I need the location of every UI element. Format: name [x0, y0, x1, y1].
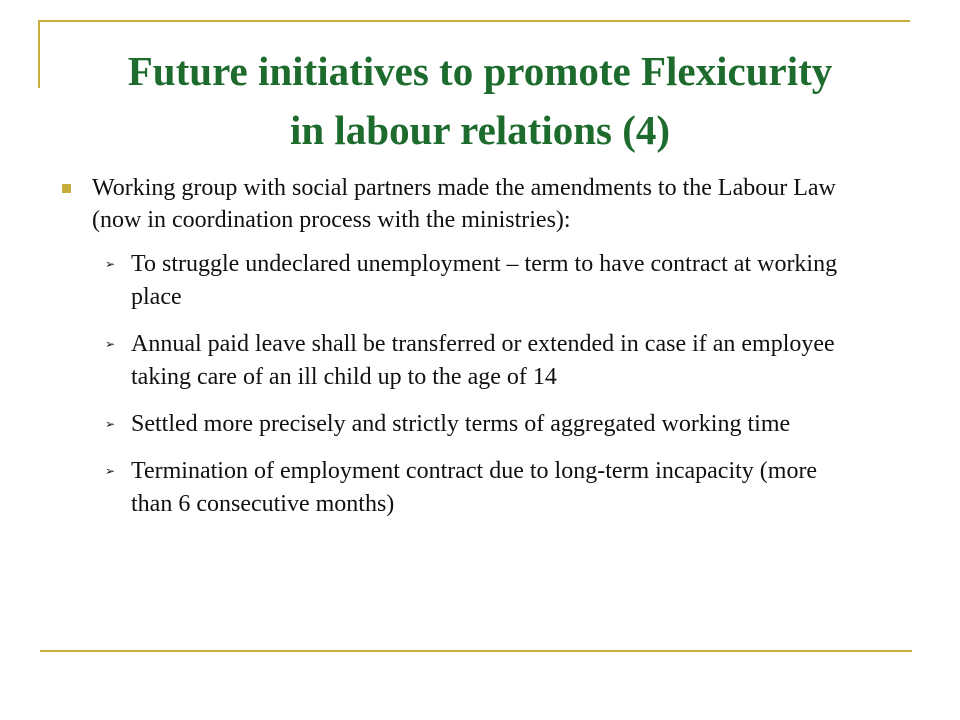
top-decorative-rule: [40, 20, 910, 22]
left-decorative-rule: [38, 20, 40, 88]
arrowhead-bullet-icon: ➢: [105, 257, 116, 271]
main-bullet-item: [58, 172, 858, 236]
sub-bullet-item: [58, 328, 858, 394]
sub-bullet-text: To struggle undeclared unemployment – term to have contract at working place: [131, 251, 838, 310]
slide-title: [50, 42, 910, 160]
sub-bullet-text: Annual paid leave shall be transferred or extended in case if an employee taking care of an ill child up to the age of 14: [131, 331, 835, 390]
square-bullet-icon: [62, 184, 71, 193]
title-line-1: Future initiatives to promote Flexicurity: [127, 48, 833, 94]
sub-bullet-item: [58, 408, 858, 441]
arrowhead-bullet-icon: ➢: [105, 417, 116, 431]
sub-bullet-text: Settled more precisely and strictly terms of aggregated working time: [131, 411, 791, 437]
sub-bullet-item: [58, 248, 858, 314]
sub-bullet-text: Termination of employment contract due to long-term incapacity (more than 6 consecutive months): [131, 458, 818, 517]
slide-body: [58, 172, 858, 535]
bottom-decorative-rule: [40, 650, 912, 652]
arrowhead-bullet-icon: ➢: [105, 337, 116, 351]
sub-bullet-list: [58, 248, 858, 521]
title-line-2: in labour relations (4): [289, 107, 671, 153]
sub-bullet-item: [58, 455, 858, 521]
arrowhead-bullet-icon: ➢: [105, 464, 116, 478]
main-bullet-text: Working group with social partners made the amendments to the Labour Law (now in coordination process with the ministries):: [92, 175, 836, 233]
